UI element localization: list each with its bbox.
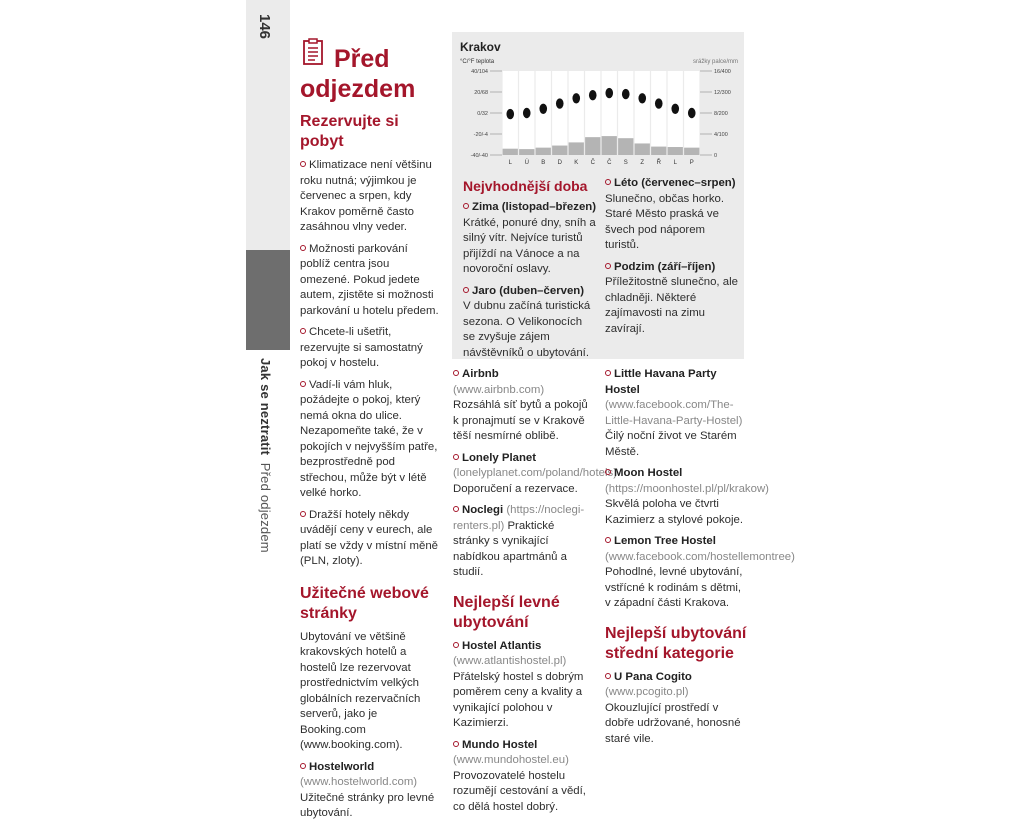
budget-heading: Nejlepší levné ubytování [453,593,560,631]
chart-precip-bar [635,143,650,155]
mid-entry-name: U Pana Cogito [614,670,692,683]
chart-precip-bar [585,137,600,155]
best-time-col1 [463,176,597,367]
budget-entry [605,534,795,612]
season-text: Krátké, ponuré dny, sníh a silný vítr. Nejvíce turistů přijíždí na Vánoce a na novoroční oslavy. [463,216,596,275]
chart-month-label: P [689,160,694,166]
bullet-icon [453,642,459,648]
booking-heading: Rezervujte si pobyt [300,113,399,150]
bullet-icon [300,328,306,334]
web-entry-name: Hostelworld [309,760,375,773]
chart-precip-bar [651,147,666,155]
bullet-icon [453,741,459,747]
chart-precip-bar [602,136,617,155]
chart-right-tick-label: 4/100 [714,132,728,138]
booking-item-text: Chcete-li ušetřit, rezervujte si samostatný pokoj v hostelu. [300,326,423,369]
chart-month-label: Ú [524,160,529,166]
chart-left-tick-label: 20/68 [474,90,488,96]
season-item [605,260,739,338]
chart-month-label: L [673,160,677,166]
budget-entry-name: Mundo Hostel [462,738,538,751]
chart-temp-dot [572,93,580,103]
booking-section [300,112,440,828]
bullet-icon [300,161,306,167]
mid-heading: Nejlepší ubytování střední kategorie [605,624,747,662]
web-entry-text: Praktické stránky s vynikající nabídkou apartmánů a studií. [453,519,567,578]
booking-item-text: Možnosti parkování poblíž centra jsou omezené. Pokud jedete autem, zjistěte si možnosti parkování u hotelu předem. [300,242,439,317]
web-entry-url[interactable]: (www.hostelworld.com) [300,776,418,788]
season-name: Zima (listopad–březen) [472,201,597,213]
web-entry [453,367,593,445]
budget-entry [453,738,593,816]
chart-month-column [635,71,650,155]
best-time-col2 [605,176,739,343]
bullet-icon [463,287,469,293]
bullet-icon [605,263,611,269]
chart-temp-dot [638,93,646,103]
web-entry-url[interactable]: (www.airbnb.com) [453,383,545,396]
budget-entry-name: Little Havana Party Hostel [605,368,717,396]
web-entry-text: Rozsáhlá síť bytů a pokojů k pronajmutí se v Krakově těší nesmírné oblibě. [453,399,588,442]
chart-temp-dot [556,98,564,108]
chart-precip-bar [569,142,584,155]
page-number: 146 [256,14,273,40]
season-item [463,200,597,278]
season-item [605,176,739,254]
web-entry [453,451,617,498]
budget-entry [605,367,747,460]
season-text: Slunečno, občas horko. Staré Město praská ve švech pod náporem turistů. [605,192,725,251]
bullet-icon [605,673,611,679]
chart-month-label: S [623,160,628,166]
chart-month-column [552,71,567,155]
budget-entry-url[interactable]: (www.atlantishostel.pl) [453,655,567,667]
season-name: Léto (červenec–srpen) [614,177,736,189]
chart-month-column [651,71,666,155]
running-head-chapter: Jak se neztratit [258,358,273,456]
budget-entry [453,639,593,732]
budget-entry-text: Provozovatelé hostelu rozumějí cestování a vědí, co dělá hostel dobrý. [453,769,586,813]
chart-temp-dot [622,89,630,99]
budget-entry [605,466,769,528]
bullet-icon [463,203,469,209]
best-time-heading: Nejvhodnější doba [463,178,588,194]
chart-month-label: B [541,160,546,166]
budget-entry-url[interactable]: (www.mundohostel.eu) [453,754,569,766]
chart-right-tick-label: 8/200 [714,111,728,117]
season-text: V dubnu začíná turistická sezona. O Velikonocích se zvyšuje zájem návštěvníků o ubytování. [463,300,591,359]
web-entry-name: Airbnb [462,368,499,380]
booking-item [300,158,440,236]
chart-left-tick-label: -20/-4 [473,132,488,138]
chart-right-tick-label: 0 [714,153,718,159]
web-entry-name: Lonely Planet [462,451,537,464]
chart-month-label: Ř [656,160,661,166]
budget-entry-text: Pohodlné, levné ubytování, vstřícné k rodinám s dětmi, v západní části Krakova. [605,566,743,609]
web-entry-text: Doporučení a rezervace. [453,482,578,495]
chart-temp-dot [655,98,663,108]
bullet-icon [453,370,459,376]
budget-entry-url[interactable]: (www.facebook.com/The-Little-Havana-Party-Hostel) [605,399,743,427]
booking-item-text: Vadí-li vám hluk, požádejte o pokoj, který nemá okna do ulice. Nezapomeňte také, že v pokojích v nejvyšším patře, bezprostředně pod střechou, může být v létě velké horko. [300,378,438,499]
side-strip-tab [246,250,290,350]
bullet-icon [300,381,306,387]
web-entries-col [453,367,617,821]
web-entry [300,760,440,822]
bullet-icon [300,511,306,517]
booking-item [300,378,440,502]
chart-precip-bar [618,138,633,155]
chart-temp-dot [605,88,613,98]
budget-entry-url[interactable]: (https://moonhostel.pl/pl/krakow) [605,482,769,495]
page-title [300,44,440,104]
chart-month-label: Č [607,160,612,166]
chart-month-label: K [574,160,579,166]
chart-temp-dot [506,109,514,119]
chart-month-column [569,71,584,155]
web-intro: Ubytování ve většině krakovských hotelů a hostelů lze rezervovat prostřednictvím velkých globálních rezervačních serverů, jako je Booking.com (www.booking.com). [300,630,421,751]
chart-month-label: L [508,160,512,166]
chart-precip-bar [503,149,518,155]
chart-right-tick-label: 12/300 [714,90,731,96]
chart-precip-bar [552,146,567,155]
bullet-icon [605,370,611,376]
bullet-icon [605,537,611,543]
chart-left-tick-label: 40/104 [471,69,488,75]
web-entry-url[interactable]: (lonelyplanet.com/poland/hotels) [453,467,617,479]
season-item [463,284,597,362]
chart-month-label: Č [590,160,595,166]
budget-entry-text: Skvělá poloha ve čtvrti Kazimierz a stylové pokoje. [605,498,744,526]
chart-month-label: Z [640,160,645,166]
climate-chart [456,38,742,168]
chart-precip-bar [519,149,534,155]
chart-precip-bar [668,147,683,155]
chart-month-label: D [557,160,562,166]
booking-item-text: Klimatizace není většinu roku nutná; výjimkou je červenec a srpen, kdy Krakov poměrně často zasáhnou vlny veder. [300,159,432,233]
chart-right-axis-label: srážky palce/mm [692,59,738,65]
bullet-icon [605,179,611,185]
chart-title: Krakov [460,40,501,54]
chart-precip-bar [684,148,699,155]
chart-precip-bar [536,148,551,155]
web-entry [453,503,593,581]
budget-entry-url[interactable]: (www.facebook.com/hostellemontree) [605,550,795,563]
budget-entry-text: Přátelský hostel s dobrým poměrem ceny a kvality a vynikající polohou v Kazimierzi. [453,670,584,729]
mid-entry-url[interactable]: (www.pcogito.pl) [605,686,689,698]
season-name: Podzim (září–říjen) [614,260,716,273]
title-line-1: Před [334,45,390,73]
running-head [258,358,273,553]
budget-entries-col [605,367,795,753]
mid-entry [605,670,747,748]
mid-entry-text: Okouzlující prostředí v dobře udržované, honosné staré vile. [605,701,741,745]
booking-item [300,242,440,320]
web-entry-text: Užitečné stránky pro levné ubytování. [300,791,435,819]
budget-entry-name: Moon Hostel [614,467,683,479]
title-line-2: odjezdem [300,75,416,103]
chart-temp-dot [671,104,679,114]
booking-item-text: Dražší hotely někdy uvádějí ceny v eurech, ale platí se vždy v místní měně (PLN, zloty). [300,508,439,567]
bullet-icon [605,469,611,475]
chart-temp-dot [589,90,597,100]
budget-entry-name: Lemon Tree Hostel [614,535,716,547]
season-name: Jaro (duben–červen) [472,284,585,297]
web-entry-name: Noclegi [462,504,504,516]
booking-item [300,325,440,372]
bullet-icon [453,506,459,512]
chart-temp-dot [688,108,696,118]
budget-entry-text: Čilý noční život ve Starém Městě. [605,430,737,458]
season-text: Příležitostně slunečno, ale chladněji. Některé zajímavosti na zimu zavírají. [605,276,738,335]
booking-item [300,508,440,570]
chart-left-tick-label: -40/-40 [470,153,488,159]
budget-entry-name: Hostel Atlantis [462,639,542,652]
web-heading: Užitečné webové stránky [300,584,429,622]
chart-temp-dot [523,108,531,118]
bullet-icon [300,245,306,251]
bullet-icon [453,454,459,460]
booking-list [300,158,440,570]
chart-temp-dot [539,104,547,114]
chart-left-tick-label: 0/32 [477,111,488,117]
chart-left-axis-label: °C/°F teplota [460,59,495,65]
chart-right-tick-label: 16/400 [714,69,731,75]
web-entry-url[interactable]: (https://noclegi-renters.pl) [453,504,585,532]
running-head-section: Před odjezdem [258,462,273,553]
